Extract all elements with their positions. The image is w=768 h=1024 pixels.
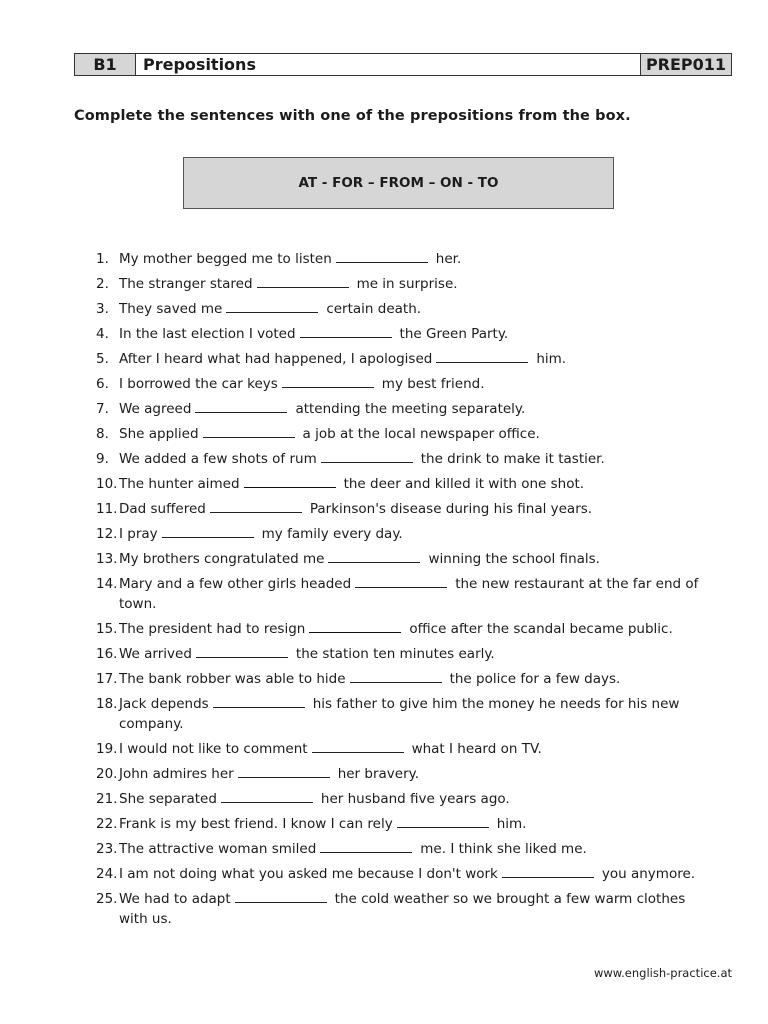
answer-blank[interactable]	[196, 656, 288, 658]
answer-blank[interactable]	[321, 461, 413, 463]
sentence-end: her husband five years ago.	[320, 791, 510, 807]
sentence-start: We agreed	[119, 401, 192, 417]
answer-blank[interactable]	[309, 631, 401, 633]
item-number: 23.	[96, 841, 118, 857]
sentence-start: Mary and a few other girls headed	[119, 576, 352, 592]
exercise-item	[96, 300, 724, 320]
sentence-end: office after the scandal became public.	[409, 621, 673, 637]
worksheet-code: PREP011	[641, 54, 731, 75]
sentence-start: My mother begged me to listen	[119, 251, 332, 267]
answer-blank[interactable]	[162, 536, 254, 538]
exercise-item	[96, 325, 724, 345]
sentence-start: In the last election I voted	[119, 326, 296, 342]
answer-blank[interactable]	[195, 411, 287, 413]
exercise-item	[96, 695, 724, 734]
item-number: 1.	[96, 251, 109, 267]
exercise-item	[96, 350, 724, 370]
item-number: 15.	[96, 621, 118, 637]
answer-blank[interactable]	[257, 286, 349, 288]
exercise-item	[96, 275, 724, 295]
sentence-start: John admires her	[119, 766, 234, 782]
item-number: 22.	[96, 816, 118, 832]
sentence-end: his father to give him the money he needs for his new	[312, 696, 680, 712]
item-number: 19.	[96, 741, 118, 757]
item-number: 16.	[96, 646, 118, 662]
item-number: 13.	[96, 551, 118, 567]
answer-blank[interactable]	[210, 511, 302, 513]
item-number: 20.	[96, 766, 118, 782]
sentence-end: the deer and killed it with one shot.	[343, 476, 585, 492]
sentence-end: the police for a few days.	[449, 671, 621, 687]
sentence-end: him.	[496, 816, 527, 832]
sentence-end: the drink to make it tastier.	[420, 451, 605, 467]
sentence-end: me in surprise.	[356, 276, 458, 292]
answer-blank[interactable]	[336, 261, 428, 263]
exercise-item	[96, 865, 724, 885]
sentence-start: She applied	[119, 426, 199, 442]
level-label: B1	[75, 54, 136, 75]
sentence-end: the new restaurant at the far end of	[455, 576, 699, 592]
sentence-start: The attractive woman smiled	[119, 841, 317, 857]
sentence-continuation: town.	[119, 595, 157, 612]
exercise-item	[96, 890, 724, 929]
exercise-item	[96, 450, 724, 470]
item-number: 10.	[96, 476, 118, 492]
exercise-item	[96, 815, 724, 835]
item-number: 9.	[96, 451, 109, 467]
item-number: 18.	[96, 696, 118, 712]
answer-blank[interactable]	[300, 336, 392, 338]
sentence-start: The stranger stared	[119, 276, 253, 292]
sentence-end: her bravery.	[337, 766, 419, 782]
preposition-word-box: AT - FOR – FROM – ON - TO	[183, 157, 614, 209]
answer-blank[interactable]	[355, 586, 447, 588]
sentence-end: you anymore.	[601, 866, 696, 882]
exercise-item	[96, 670, 724, 690]
exercise-item	[96, 840, 724, 860]
exercise-item	[96, 400, 724, 420]
item-number: 11.	[96, 501, 118, 517]
worksheet-title: Prepositions	[136, 54, 641, 75]
sentence-end: my best friend.	[381, 376, 485, 392]
answer-blank[interactable]	[226, 311, 318, 313]
sentence-start: We arrived	[119, 646, 192, 662]
sentence-end: what I heard on TV.	[411, 741, 542, 757]
item-number: 6.	[96, 376, 109, 392]
sentence-end: attending the meeting separately.	[295, 401, 526, 417]
sentence-end: the Green Party.	[399, 326, 509, 342]
sentence-start: Dad suffered	[119, 501, 206, 517]
sentence-start: The bank robber was able to hide	[119, 671, 346, 687]
answer-blank[interactable]	[312, 751, 404, 753]
item-number: 3.	[96, 301, 109, 317]
answer-blank[interactable]	[235, 901, 327, 903]
sentence-start: I borrowed the car keys	[119, 376, 278, 392]
sentence-start: The hunter aimed	[119, 476, 240, 492]
answer-blank[interactable]	[328, 561, 420, 563]
answer-blank[interactable]	[238, 776, 330, 778]
sentence-end: her.	[435, 251, 462, 267]
item-number: 14.	[96, 576, 118, 592]
exercise-item	[96, 250, 724, 270]
sentence-start: I would not like to comment	[119, 741, 308, 757]
exercise-item	[96, 425, 724, 445]
item-number: 24.	[96, 866, 118, 882]
sentence-end: Parkinson's disease during his final years.	[309, 501, 593, 517]
sentence-end: winning the school finals.	[428, 551, 600, 567]
exercise-item	[96, 620, 724, 640]
sentence-end: the station ten minutes early.	[295, 646, 495, 662]
item-number: 7.	[96, 401, 109, 417]
exercise-item	[96, 740, 724, 760]
sentence-end: me. I think she liked me.	[420, 841, 587, 857]
answer-blank[interactable]	[397, 826, 489, 828]
exercise-item	[96, 765, 724, 785]
answer-blank[interactable]	[213, 706, 305, 708]
item-number: 25.	[96, 891, 118, 907]
item-number: 2.	[96, 276, 109, 292]
exercise-item	[96, 525, 724, 545]
sentence-start: She separated	[119, 791, 217, 807]
answer-blank[interactable]	[244, 486, 336, 488]
sentence-start: I am not doing what you asked me because I don't work	[119, 866, 498, 882]
item-number: 21.	[96, 791, 118, 807]
footer-url: www.english-practice.at	[593, 966, 732, 980]
answer-blank[interactable]	[320, 851, 412, 853]
worksheet-header	[74, 53, 732, 76]
answer-blank[interactable]	[502, 876, 594, 878]
sentence-start: They saved me	[119, 301, 223, 317]
exercise-item	[96, 575, 724, 614]
sentence-start: We added a few shots of rum	[119, 451, 317, 467]
answer-blank[interactable]	[436, 361, 528, 363]
exercise-item	[96, 790, 724, 810]
item-number: 4.	[96, 326, 109, 342]
item-number: 8.	[96, 426, 109, 442]
sentence-start: The president had to resign	[119, 621, 306, 637]
sentence-start: Jack depends	[119, 696, 209, 712]
item-number: 17.	[96, 671, 118, 687]
exercise-item	[96, 550, 724, 570]
sentence-end: my family every day.	[261, 526, 403, 542]
sentence-continuation: with us.	[119, 910, 172, 927]
exercise-item	[96, 375, 724, 395]
answer-blank[interactable]	[221, 801, 313, 803]
sentence-end: the cold weather so we brought a few warm clothes	[334, 891, 686, 907]
item-number: 5.	[96, 351, 109, 367]
answer-blank[interactable]	[203, 436, 295, 438]
sentence-start: We had to adapt	[119, 891, 231, 907]
sentence-continuation: company.	[119, 715, 184, 732]
exercise-item	[96, 500, 724, 520]
answer-blank[interactable]	[350, 681, 442, 683]
sentence-start: I pray	[119, 526, 158, 542]
instruction-text: Complete the sentences with one of the prepositions from the box.	[74, 108, 631, 124]
item-number: 12.	[96, 526, 118, 542]
exercise-item	[96, 475, 724, 495]
sentence-start: My brothers congratulated me	[119, 551, 325, 567]
sentence-end: certain death.	[326, 301, 422, 317]
exercise-item	[96, 645, 724, 665]
sentence-start: After I heard what had happened, I apologised	[119, 351, 433, 367]
sentence-end: him.	[536, 351, 567, 367]
sentence-start: Frank is my best friend. I know I can rely	[119, 816, 393, 832]
sentence-end: a job at the local newspaper office.	[302, 426, 540, 442]
answer-blank[interactable]	[282, 386, 374, 388]
